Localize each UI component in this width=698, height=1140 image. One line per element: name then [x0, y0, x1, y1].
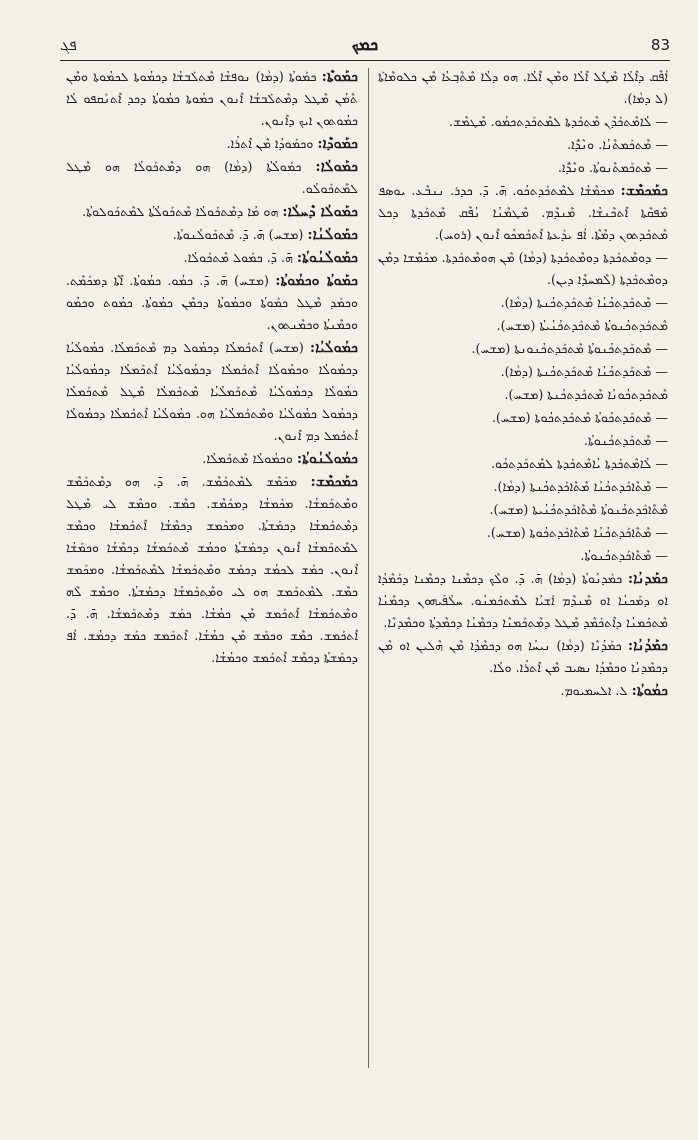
entry-text: — ܡܶܬܟܰܕܬܟܳܢܳܐ ܡܶܬܟܰܕܬܟܳܢܬܐ (ܕܡܵܐ). — [500, 364, 668, 379]
dictionary-entry — [378, 568, 668, 634]
dictionary-entry — [378, 545, 668, 567]
entry-headword: ܟܡܰܕܢܳܐ: — [627, 571, 668, 587]
entry-headword: ܟܡܰܘܬܳܐ ܘܟܡܳܘܬܳܐ: — [275, 273, 358, 289]
dictionary-entry — [378, 476, 668, 498]
dictionary-entry — [378, 134, 668, 156]
dictionary-entry — [378, 384, 668, 406]
entry-text: ܐܳܦܶܩ ܕܐܶܠܳܐ ܡܶܛܽܠ ܐܶܠܳܐ ܘܡܶܢ ܐܶܠܳܐ. ܗܘ ܕܠܳܐ ܡܶܬܶܒ݂ܥܳܐ ܡܶܢ ܟܠܘܡܶܐܬܰܐ (ܠ ܕܡܵܐ). — [378, 69, 668, 106]
dictionary-entry — [66, 337, 358, 447]
entry-text: ܟܡܰܕܳܢܶܐ (ܕܡܵܐ) ܢܝܚܳܐ ܗܘ ܕܟܡܶܕܳܐ ܡܶܢ ܗܶܠܝܢ ܐܘ ܡܶܢ ܕܟܡܶܕܢܳܐ ܘܟܡܶܕܳܐ ܢܣܝܒ ܡܶܢ ܐܶܬܪܳܐ. ܘܠܳܐ. — [378, 638, 668, 675]
dictionary-entry — [66, 448, 358, 470]
entry-text: ܟܡܰܘܬܳܐ (ܕܡܵܐ) ܢܘܦܫܳܐ ܡܶܬܠܰܒܫܳܐ ܕܟܡܳܘܬܐ ܠܟܡܳܘܬܐ ܘܡܶܢ ܬܶܡܳܢ ܡܶܛܠ ܕܡܶܬܠܰܒܫܳܐ ܐܶܢܘܢ ܟܡܳܘܬܐ ܟܡܳܘܬܳܐ ܕܟܕ ܐܶܬܢܰܩܦܘ ܠܳܐ ܟܡܳܘܬܘܢ ܐܝܟ ܕܐܶܢܘܢ. — [66, 69, 358, 128]
entry-text: ܡܟܡܶܫܳܐ ܠܡܶܬܟܰܕܬܟܳܘ. ܗ̄. ܕ̄. ܟܕܪ. ܢܢܒܶܥ. ܝܘܣܦ ܡܶܦܩܶܬܐ ܐܶܬܟܶܢܫܳܐ. ܡܶܢܕܶܡ. ܡܶܛܡܶܢܳܐ ܢܳܦܶܩ ܡܶܬܟܰܕܬܐ ܕܟܠ ܡܶܬܟܰܕܬܘܢ ܕܡܶܬܶܐ. ܐܳܦ ܝܕܰܥܬܐ ܐܶܬܟܰܡܟܳܘ ܐܶܢܘܢ (ܪܘܚ). — [378, 183, 668, 242]
dictionary-entry — [378, 361, 668, 383]
entry-text: ܘܟܡܳܘܠܳܐ ܡܶܬܟܰܡܠܳܐ. — [202, 451, 293, 466]
page-number-syriac: ܦܓ — [60, 36, 77, 54]
dictionary-entry — [66, 471, 358, 669]
dictionary-entry — [66, 156, 358, 200]
entry-text: ܡܶܬܶܐܟܰܕܬܟܳܢܘܬܳܐ ܡܶܬܶܐܟܰܕܬܟܳܢܳܝܬܐ (ܡܫܚ). — [489, 502, 668, 517]
entry-text: — ܡܶܬܶܐܟܰܕܬܟܳܢܳܐ ܡܶܬܶܐܟܰܕܬܟܳܢܬܐ (ܕܡܵܐ). — [493, 479, 668, 494]
entry-text: ܡܟܰܡܶܫ ܠܡܶܬܟܰܡܶܫ. ܗ̄. ܕ̄. ܗܘ ܕܡܶܬܟܰܡܶܫ ܘܡܶܬܟܰܡܫܳܐ. ܡܟܰܡܫܳܐ ܕܡܟܰܡܶܫ. ܟܡܶܫ. ܘܟܡܶܫ ܠܝ ܡܶܛܠ ܕܡܶܬܟܰܡܫܳܐ ܕܟܡܰܫܬܳܐ. ܘܡܟܰܡܫ ܕܟܡܶܫܳܐ ܐܶܬܟܰܡܫܳܐ ܘܟܡܶܫ ܠܡܶܬܟܰܡܫܳܐ ܐܶܢܘܢ ܕܟܡܰܫܬܳܐ ܘܟܡܳܫ ܡܶܬܟܰܡܫܳܐ ܕܟܡܶܫܳܐ ܘܟܡܰܫܳܐ ܐܶܢܘܢ. ܟܡܰܫ ܠܟܡܳܫ ܕܟܡܰܫ ܘܡܶܬܟܰܡܫܳܐ ܠܡܶܬܟܰܡܫܳܐ. ܘܡܟܰܡܫ ܟܡܶܫ. ܠܡܶܬܟܰܡܫ ܗܘ ܠܝ ܘܡܶܬܟܰܡܫܳܐ ܕܟܡܰܫܬܳܐ. ܘܟܡܶܫ ܠܶܗ ܘܡܶܬܟܰܡܫܳܐ ܐܶܬܟܰܡܫ ܡܶܢ ܟܡܳܫܳܐ. ܟܡܰܫ ܕܡܶܬܟܰܡܫܳܐ. ܗ̄. ܕ̄. ܐܶܬܟܰܡܫ. ܟܡܶܫ ܘܟܡܰܫ ܡܶܢ ܟܡܳܫܳܐ. ܐܶܬܟܰܡܫ ܟܡܰܫ ܕܟܡܳܫ. ܐܳܦ ܕܟܡܰܫܬܳܐ ܕܟܡܶܫ ܐܶܬܟܰܡܫ ܘܟܡܳܫܳܐ. — [66, 474, 358, 665]
entry-headword: ܟܡܰܘܕܶܐ: — [317, 136, 358, 152]
dictionary-entry — [66, 201, 358, 223]
dictionary-entry — [66, 247, 358, 269]
entry-text: — ܡܶܬܟܰܡܬܶܢܘܬܳܐ. ܘܢܶܕ̈ܳܐ. — [557, 160, 668, 175]
dictionary-entry — [378, 499, 668, 521]
dictionary-entry — [378, 157, 668, 179]
running-title: ܟܡܟ — [351, 35, 379, 55]
entry-text: — ܠܳܐܡܶܬܟܰܕܶܢ ܡܶܬܟܰܕܬܐ ܠܡܶܬܟܰܕܬܟܡܳܘ. ܡܶܛܡܶܫ. — [449, 114, 668, 129]
dictionary-entry — [66, 133, 358, 155]
entry-headword: ܟܡܳܘܬܳܐ: — [631, 683, 668, 699]
dictionary-entry — [378, 111, 668, 133]
entry-headword: ܟܡܳܘܠܳܝܳܐ: — [309, 340, 358, 356]
entry-headword: ܟܡܰܘܠܳܢܳܘܬܳܐ: — [296, 250, 358, 266]
entry-text: ܟܡܰܘܠܳܬܳܐ (ܕܡܵܐ) ܗܘ ܕܡܶܬܟܰܘܠܳܐ ܗܘ ܡܶܛܠ ܠܡܶܬܟܰܘܠܳܘ. — [66, 159, 358, 196]
dictionary-entry — [378, 338, 668, 360]
entry-headword: ܟܡܰܘܬܶܐ: — [321, 69, 358, 85]
column-divider — [368, 68, 369, 1068]
right-column — [378, 66, 668, 1076]
dictionary-entry — [66, 66, 358, 132]
entry-text: ܗܘ ܡܳܐ ܕܡܶܬܟܰܘܠܳܐ ܡܶܬܟܰܘܠܳܬܳܐ ܠܡܶܬܟܰܘܠܘܬܳܐ. — [82, 204, 279, 219]
entry-headword: ܟܡܰܘܠܳܐ: — [315, 159, 358, 175]
entry-headword: ܟܡܰܕܳܢܳܐ: — [627, 638, 668, 654]
entry-headword: ܟܡܰܘܠܳܐ ܕܶܚܠܳܐ: — [282, 204, 358, 220]
entry-headword: ܟܡܰܟܡܶܫ: — [620, 183, 668, 199]
entry-text: ܘܟܡܰܘܕܳܐ ܡܶܢ ܐܶܬܪܳܐ. — [226, 136, 314, 151]
entry-text: — ܕܘܡܶܬܟܰܕܬܐ ܕܘܡܶܬܟܰܕܬܐ (ܕܡܵܐ) ܡܶܢ ܗܘܡܶܬܟܰܕܬܐ. ܡܟܰܡܶܫܐ ܕܡܶܢ ܕܘܡܶܬܟܰܕܬܐ (ܠܶܡܚܕܶܐ ܕܝܢ). — [378, 250, 668, 287]
entry-text: — ܡܶܬܶܐܟܰܕܬܟܳܢܘܬܳܐ. — [580, 548, 668, 563]
dictionary-entry — [378, 292, 668, 314]
dictionary-entry — [378, 635, 668, 679]
entry-text: — ܡܶܬܟܰܡܬܶܢܳܐ. ܘܢܶܕ̈ܳܐ. — [567, 137, 668, 152]
dictionary-entry — [378, 315, 668, 337]
dictionary-entry — [378, 180, 668, 246]
entry-text: — ܡܶܬܶܐܟܰܕܬܟܳܢܳܐ ܡܶܬܶܐܟܰܕܬܟܳܘܬܐ (ܡܫܚ). — [486, 525, 668, 540]
entry-text: — ܡܶܬܟܰܕܬܟܳܘܬܳܐ ܡܶܬܟܰܕܬܟܳܘܬܐ (ܡܫܚ). — [491, 410, 668, 425]
entry-text: — ܡܶܬܟܰܕܬܟܳܢܘܬܳܐ. — [583, 433, 668, 448]
entry-headword: ܟܡܰܘܠܳܢܳܐ: — [307, 227, 358, 243]
page-header — [60, 34, 670, 61]
dictionary-entry — [378, 680, 668, 702]
entry-headword: ܟܡܰܟܡܶܫ: — [310, 474, 358, 490]
entry-text: — ܠܳܐܡܶܬܟܰܕܬܐ ܝܳܐܡܶܬܟܰܕܬܐ ܠܡܶܬܟܰܕܬܟܳܘ. — [491, 456, 668, 471]
dictionary-entry — [378, 66, 668, 110]
dictionary-entry — [378, 430, 668, 452]
entry-headword: ܟܡܳܘܠܳܢܳܘܬܳܐ: — [296, 451, 358, 467]
entry-text: ܡܶܬܟܰܕܬܟܳܢܘܬܳܐ ܡܶܬܟܰܕܬܟܳܢܳܝܬܳܐ (ܡܫܚ). — [496, 318, 668, 333]
entry-text: ܟܡܰܕܢܳܘܬܳܐ (ܕܡܵܐ) ܗ̄. ܕ̄. ܘܠܶܟ ܕܟܡܶܢܐ ܕܟܡܶܢܐ ܕܟܰܡܶܕܳܐ ܐܘ ܕܡܰܟܢܳܐ ܐܘ ܡܶܢܕܶܡ ܐܰܫܝܳܐ ܠܡܶܬܟܰܡܢܳܘ. ܚܠܳܦܰܝܗܘܢ ܕܟܡܶܢܳܐ ܡܶܬܟܰܡܢܳܐ ܕܐܶܬܟܰܡܶܕ ܡܶܛܠ ܕܡܶܬܟܰܡܢܶܐ ܕܟܡܶܢܳܐ ܕܟܡܶܕܬܳܐ ܘܟܡܶܕܢܶܐ. — [378, 571, 668, 630]
entry-text: ܡܶܬܟܰܕܬܟܳܘܢܳܐ ܡܶܬܟܰܕܬܟܳܢܬܐ (ܡܫܚ). — [504, 387, 668, 402]
entry-text: ܠ. ܐܠܚܡܝܘܡ. — [560, 683, 628, 698]
page-number: 83 — [650, 36, 670, 54]
entry-text: ܗ̄. ܕ̄. ܟܡܰܘܠ ܡܶܬܟܰܘܠܳܐ. — [183, 250, 293, 265]
entry-text: — ܡܶܬܟܰܕܬܟܳܢܘܬܳܐ ܡܶܬܟܰܕܬܟܳܢܘܢܬܐ (ܡܫܚ). — [471, 341, 668, 356]
dictionary-entry — [66, 270, 358, 336]
dictionary-entry — [378, 522, 668, 544]
dictionary-entry — [378, 247, 668, 291]
left-column — [66, 66, 358, 1076]
entry-text: (ܡܫܚ) ܐܶܬܟܰܡܠܳܐ ܕܟܡܳܘܠ ܕܡ ܡܶܬܟܰܡܠܳܐ. ܟܡܳܘܠܳܝܳܐ ܕܟܡܳܘܠܳܐ ܘܟܡܳܘܠܳܐ ܐܶܬܟܰܡܠܳܐ ܕܟܡܳܘܠܳܝܳܐ ܐܶܬܟܰܡܠܳܐ ܕܟܡܳܘܠܳܝܳܐ ܟܡܳܘܠܳܐ ܕܟܡܳܘܠܳܝܳܐ ܡܶܬܟܰܡܠܳܝܳܐ ܡܶܬܟܰܡܠܳܐ ܡܶܛܠ ܡܶܬܟܰܡܠܳܐ ܕܟܡܳܘܠ ܟܡܳܘܠܳܝܳܐ ܘܡܶܬܟܰܡܠܳܝܳܐ ܗܘ. ܟܡܳܘܠܳܝܳܐ ܐܶܬܟܰܡܠܳܐ ܕܟܡܳܘܠܳܐ ܐܶܬܟܰܡܠ ܕܡ ܐܶܢܘܢ. — [66, 340, 358, 443]
entry-text: (ܡܫܚ) ܗ̄. ܕ̄. ܟܡܳܘ. ܟܡܳܘܬܳܐ. ܐܶܬܶܐ ܕܡܟܰܡܶܬ. ܘܟܡܰܕ ܡܶܛܠ ܟܡܰܘܬܳܐ ܘܟܡܳܘܬܳܐ ܕܟܡܶܢ ܟܡܳܘܬܳܐ. ܟܡܳܘܬ ܘܟܡܳܘ ܘܟܡܶܢܬܳܐ ܘܟܡܶܢܬܘܢ. — [66, 273, 358, 332]
dictionary-entry — [378, 407, 668, 429]
dictionary-entry — [66, 224, 358, 246]
dictionary-entry — [378, 453, 668, 475]
entry-text: (ܡܫܚ) ܗ̄. ܕ̄. ܡܶܬܟܰܘܠܳܢܘܬܳܐ. — [172, 227, 304, 242]
entry-text: — ܡܶܬܟܰܕܬܟܳܢܳܐ ܡܶܬܟܰܕܬܟܳܢܬܐ (ܕܡܵܐ). — [500, 295, 668, 310]
